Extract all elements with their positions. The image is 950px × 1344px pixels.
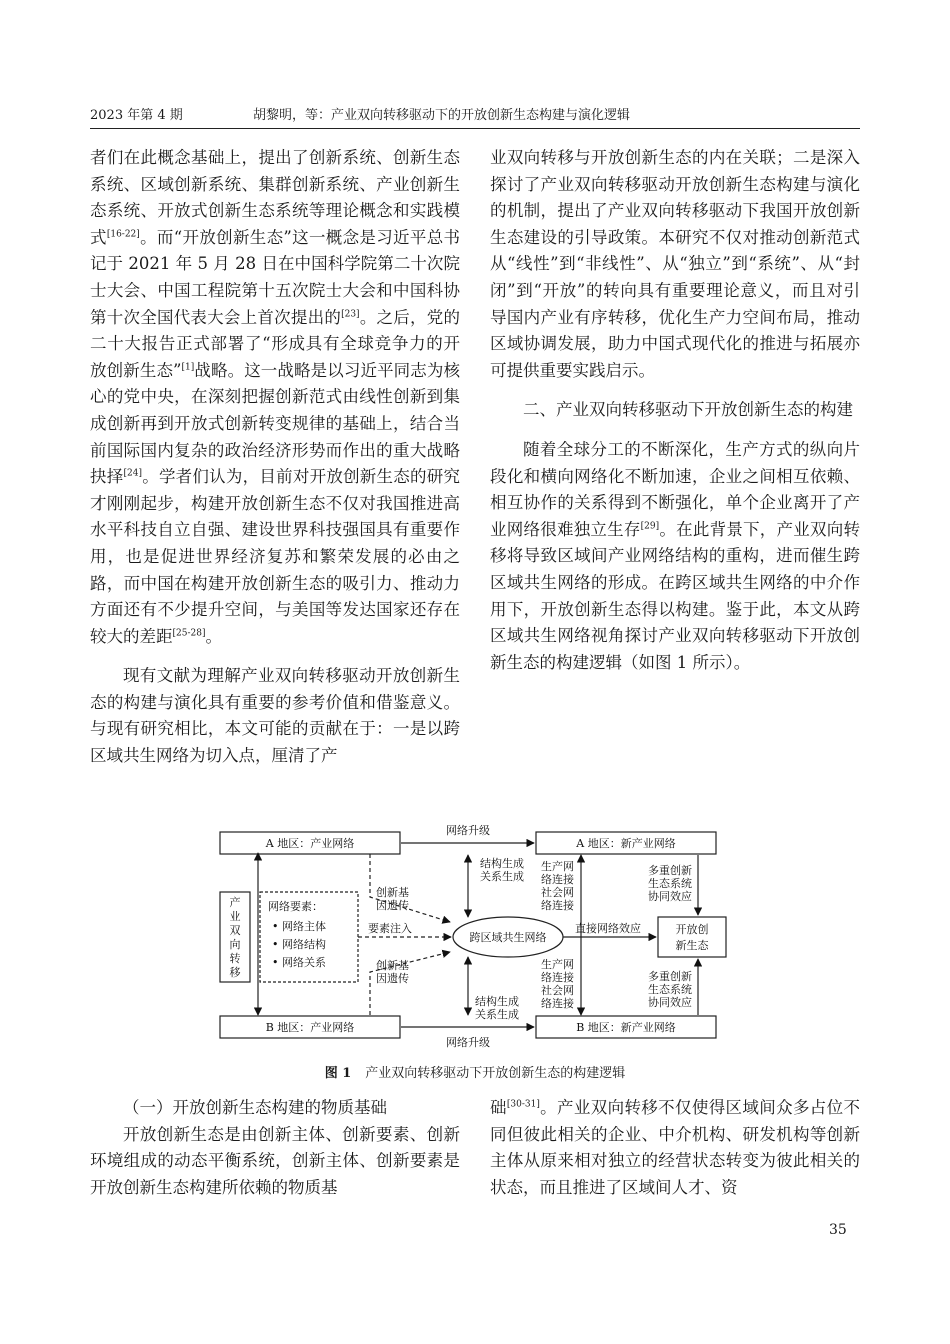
svg-text:生产网: 生产网 — [541, 958, 574, 971]
svg-text:结构生成: 结构生成 — [475, 995, 519, 1008]
svg-text:多重创新: 多重创新 — [648, 864, 692, 877]
svg-text:协同效应: 协同效应 — [648, 890, 692, 903]
svg-text:• 网络关系: • 网络关系 — [272, 956, 326, 969]
paragraph: 随着全球分工的不断深化，生产方式的纵向片段化和横向网络化不断加速，企业之间相互依赖、相互协作的关系得到不断强化，单个企业离开了产业网络很难独立生存[29]。在此背景下，产业双向转移将导致区域间产业网络结构的重构，进而催生跨区域共生网络的形成。在跨区域共生网络的中介作用下，开放创新生态得以构建。鉴于此，本文从跨区域共生网络视角探讨产业双向转移驱动下开放创新生态的构建逻辑（如图 1 所示）。 — [490, 439, 861, 672]
inject-label: 要素注入 — [368, 922, 412, 935]
figure-caption-text: 产业双向转移驱动下开放创新生态的构建逻辑 — [365, 1066, 626, 1081]
citation[interactable]: [25-28] — [172, 628, 206, 639]
svg-text:生产网: 生产网 — [541, 860, 574, 873]
paragraph: 础[30-31]。产业双向转移不仅使得区域间众多占位不同但彼此相关的企业、中介机构、研发机构等创新主体从原来相对独立的经营状态转变为彼此相关的状态，而且推进了区域间人才、资 — [490, 1098, 861, 1197]
issue-label: 2023 年第 4 期 — [90, 108, 183, 123]
citation[interactable]: [24] — [123, 468, 142, 479]
a-region-label: A 地区：产业网络 — [265, 837, 355, 850]
svg-text:结构生成: 结构生成 — [480, 857, 524, 870]
svg-text:• 网络主体: • 网络主体 — [272, 920, 326, 933]
svg-text:• 网络结构: • 网络结构 — [272, 938, 326, 951]
right-column-bottom — [490, 1095, 860, 1201]
svg-text:协同效应: 协同效应 — [648, 996, 692, 1009]
figure-caption — [90, 1062, 860, 1081]
svg-text:多重创新: 多重创新 — [648, 970, 692, 983]
section-heading: 二、产业双向转移驱动下开放创新生态的构建 — [523, 400, 853, 420]
upgrade-top-label: 网络升级 — [446, 824, 490, 837]
svg-text:关系生成: 关系生成 — [480, 870, 524, 883]
svg-text:创新基: 创新基 — [376, 886, 409, 899]
upgrade-bottom-label: 网络升级 — [446, 1036, 490, 1049]
page-number: 35 — [829, 1222, 847, 1238]
svg-text:向: 向 — [229, 938, 241, 951]
svg-text:转: 转 — [229, 952, 241, 965]
svg-text:络连接: 络连接 — [541, 899, 574, 912]
direct-effect-label: 直接网络效应 — [575, 922, 641, 935]
citation[interactable]: [16-22] — [106, 229, 140, 240]
citation[interactable]: [29] — [640, 521, 660, 532]
svg-text:双: 双 — [229, 924, 241, 937]
svg-text:生态系统: 生态系统 — [648, 877, 692, 890]
paragraph: 现有文献为理解产业双向转移驱动开放创新生态的构建与演化具有重要的参考价值和借鉴意义。与现有研究相比，本文可能的贡献在于：一是以跨区域共生网络为切入点，厘清了产 — [90, 666, 460, 766]
svg-text:络连接: 络连接 — [541, 971, 574, 984]
b-region-label: B 地区：产业网络 — [265, 1021, 355, 1034]
svg-text:社会网: 社会网 — [541, 984, 574, 997]
right-column-top — [490, 145, 860, 676]
figure-number: 图 1 — [324, 1066, 352, 1081]
svg-text:新生态: 新生态 — [675, 939, 709, 952]
running-header — [90, 104, 860, 124]
svg-text:社会网: 社会网 — [541, 886, 574, 899]
paragraph: 开放创新生态是由创新主体、创新要素、创新环境组成的动态平衡系统，创新主体、创新要素是开放创新生态构建所依赖的物质基 — [90, 1124, 460, 1197]
center-label: 跨区域共生网络 — [469, 931, 547, 944]
svg-text:因遗传: 因遗传 — [376, 972, 409, 985]
svg-text:移: 移 — [229, 966, 241, 979]
svg-text:创新基: 创新基 — [376, 959, 409, 972]
citation[interactable]: [1] — [181, 362, 195, 373]
a-new-label: A 地区：新产业网络 — [576, 837, 676, 850]
svg-text:业: 业 — [229, 910, 241, 923]
svg-text:产: 产 — [229, 896, 241, 909]
running-title: 胡黎明，等：产业双向转移驱动下的开放创新生态构建与演化逻辑 — [253, 108, 631, 123]
header-rule — [90, 128, 860, 129]
svg-text:关系生成: 关系生成 — [475, 1008, 519, 1021]
b-new-label: B 地区：新产业网络 — [576, 1021, 676, 1034]
left-column-top — [90, 145, 460, 770]
subsection-heading: （一）开放创新生态构建的物质基础 — [123, 1098, 387, 1117]
paragraph: 业双向转移与开放创新生态的内在关联；二是深入探讨了产业双向转移驱动开放创新生态构建与演化的机制，提出了产业双向转移驱动下我国开放创新生态建设的引导政策。本研究不仅对推动创新范式从“线性”到“非线性”、从“独立”到“系统”、从“封闭”到“开放”的转向具有重要理论意义，而且对引导国内产业有序转移，优化生产力空间布局，推动区域协调发展，助力中国式现代化的推进与拓展亦可提供重要实践启示。 — [490, 148, 860, 380]
elements-title: 网络要素： — [268, 900, 323, 913]
left-column-bottom — [90, 1095, 460, 1201]
svg-text:络连接: 络连接 — [541, 997, 574, 1010]
paragraph: 者们在此概念基础上，提出了创新系统、创新生态系统、区域创新系统、集群创新系统、产业创新生态系统、开放式创新生态系统等理论概念和实践模式[16-22]。而“开放创新生态”这一概念是习近平总书记于 2021 年 5 月 28 日在中国科学院第二十次院士大会、中国工程院第十五次院士大会和中国科协第十次全国代表大会上首次提出的[23]。之后，党的二十大报告正式部署了“形成具有全球竞争力的开放创新生态”[1]战略。这一战略是以习近平同志为核心的党中央，在深刻把握创新范式由线性创新到集成创新再到开放式创新转变规律的基础上，结合当前国际国内复杂的政治经济形势而作出的重大战略抉择[24]。学者们认为，目前对开放创新生态的研究才刚刚起步，构建开放创新生态不仅对我国推进高水平科技自立自强、建设世界科技强国具有重要作用，也是促进世界经济复苏和繁荣发展的必由之路，而中国在构建开放创新生态的吸引力、推动力方面还有不少提升空间，与美国等发达国家还存在较大的差距[25-28]。 — [90, 148, 461, 646]
svg-text:开放创: 开放创 — [675, 923, 709, 936]
figure-1-diagram — [218, 822, 728, 1050]
svg-text:因遗传: 因遗传 — [376, 899, 409, 912]
svg-text:生态系统: 生态系统 — [648, 983, 692, 996]
citation[interactable]: [23] — [341, 309, 360, 320]
citation[interactable]: [30-31] — [506, 1099, 540, 1110]
svg-text:络连接: 络连接 — [541, 873, 574, 886]
